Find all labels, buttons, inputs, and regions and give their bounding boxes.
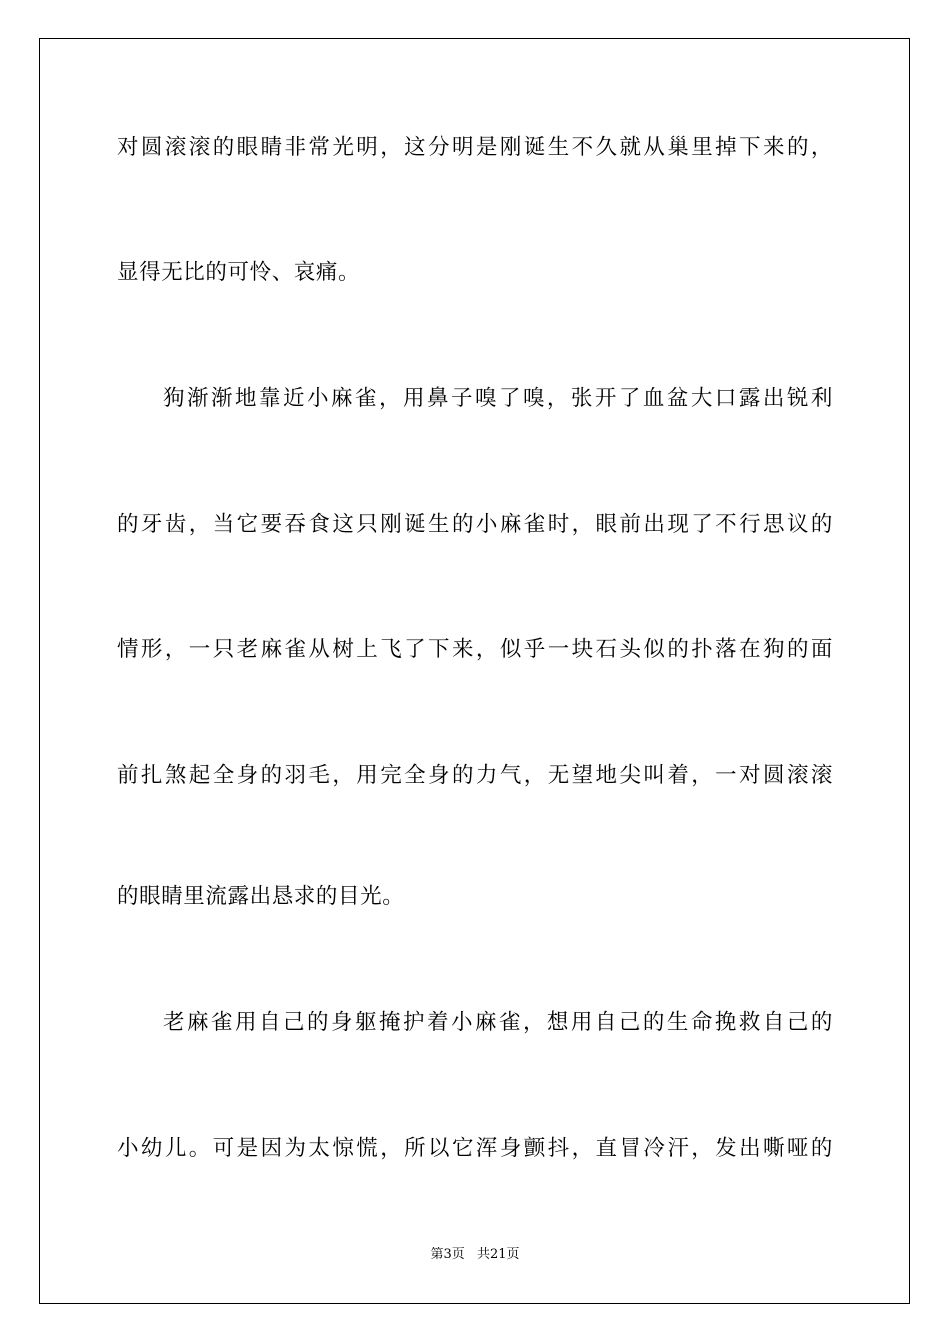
- page-footer: [0, 1246, 950, 1264]
- text-line: 的眼睛里流露出恳求的目光。: [117, 884, 405, 909]
- page-number-current: 第3页: [430, 1247, 465, 1262]
- text-line: 老麻雀用自己的身躯掩护着小麻雀，想用自己的生命挽救自己的: [163, 1010, 833, 1035]
- text-line: 对圆滚滚的眼睛非常光明，这分明是刚诞生不久就从巢里掉下来的，: [117, 135, 833, 160]
- text-line: 小幼儿。可是因为太惊慌，所以它浑身颤抖，直冒冷汗，发出嘶哑的: [117, 1136, 833, 1161]
- page-border: [39, 38, 910, 1304]
- text-line: 的牙齿，当它要吞食这只刚诞生的小麻雀时，眼前出现了不行思议的: [117, 512, 833, 537]
- text-line: 前扎煞起全身的羽毛，用完全身的力气，无望地尖叫着，一对圆滚滚: [117, 763, 833, 788]
- text-line: 狗渐渐地靠近小麻雀，用鼻子嗅了嗅，张开了血盆大口露出锐利: [163, 386, 833, 411]
- text-line: 情形，一只老麻雀从树上飞了下来，似乎一块石头似的扑落在狗的面: [117, 637, 833, 662]
- page-number-total: 共21页: [476, 1247, 520, 1262]
- text-line: 显得无比的可怜、哀痛。: [117, 260, 361, 285]
